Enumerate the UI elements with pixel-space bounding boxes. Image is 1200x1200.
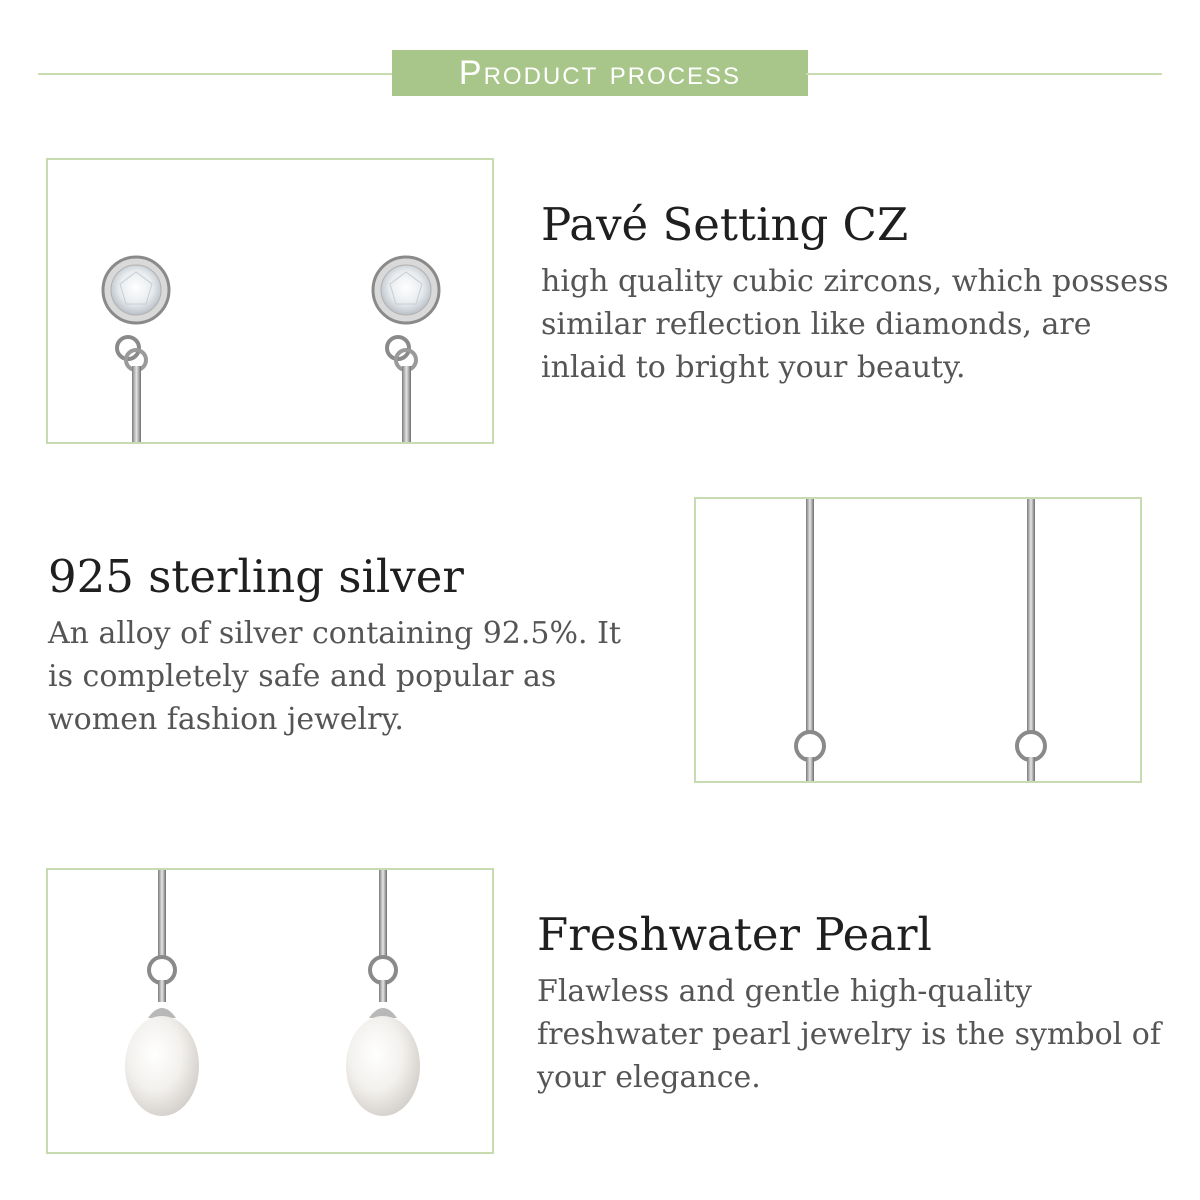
feature-title: Freshwater Pearl bbox=[537, 908, 932, 961]
header-divider-left bbox=[38, 73, 394, 75]
feature-title: 925 sterling silver bbox=[48, 550, 464, 603]
bar-left bbox=[796, 499, 824, 781]
stud-left bbox=[103, 257, 169, 442]
pearl-drop-image bbox=[46, 868, 494, 1154]
feature-silver bbox=[48, 550, 648, 741]
bar-right bbox=[1017, 499, 1045, 781]
feature-description: high quality cubic zircons, which possess similar reflection like diamonds, are inlaid to bright your beauty. bbox=[541, 264, 1169, 385]
feature-description: An alloy of silver containing 92.5%. It is completely safe and popular as women fashion jewelry. bbox=[48, 616, 621, 737]
silver-bar-image bbox=[694, 497, 1142, 783]
section-title: Product process bbox=[392, 50, 808, 96]
stud-right bbox=[373, 257, 439, 442]
header-divider-right bbox=[806, 73, 1162, 75]
feature-pearl bbox=[537, 908, 1177, 1099]
pearl-left bbox=[125, 870, 199, 1116]
feature-description: Flawless and gentle high-quality freshwater pearl jewelry is the symbol of your elegance. bbox=[537, 974, 1161, 1095]
pearl-right bbox=[346, 870, 420, 1116]
feature-title: Pavé Setting CZ bbox=[541, 198, 909, 251]
feature-cz bbox=[541, 198, 1181, 389]
cz-stud-earring-image bbox=[46, 158, 494, 444]
